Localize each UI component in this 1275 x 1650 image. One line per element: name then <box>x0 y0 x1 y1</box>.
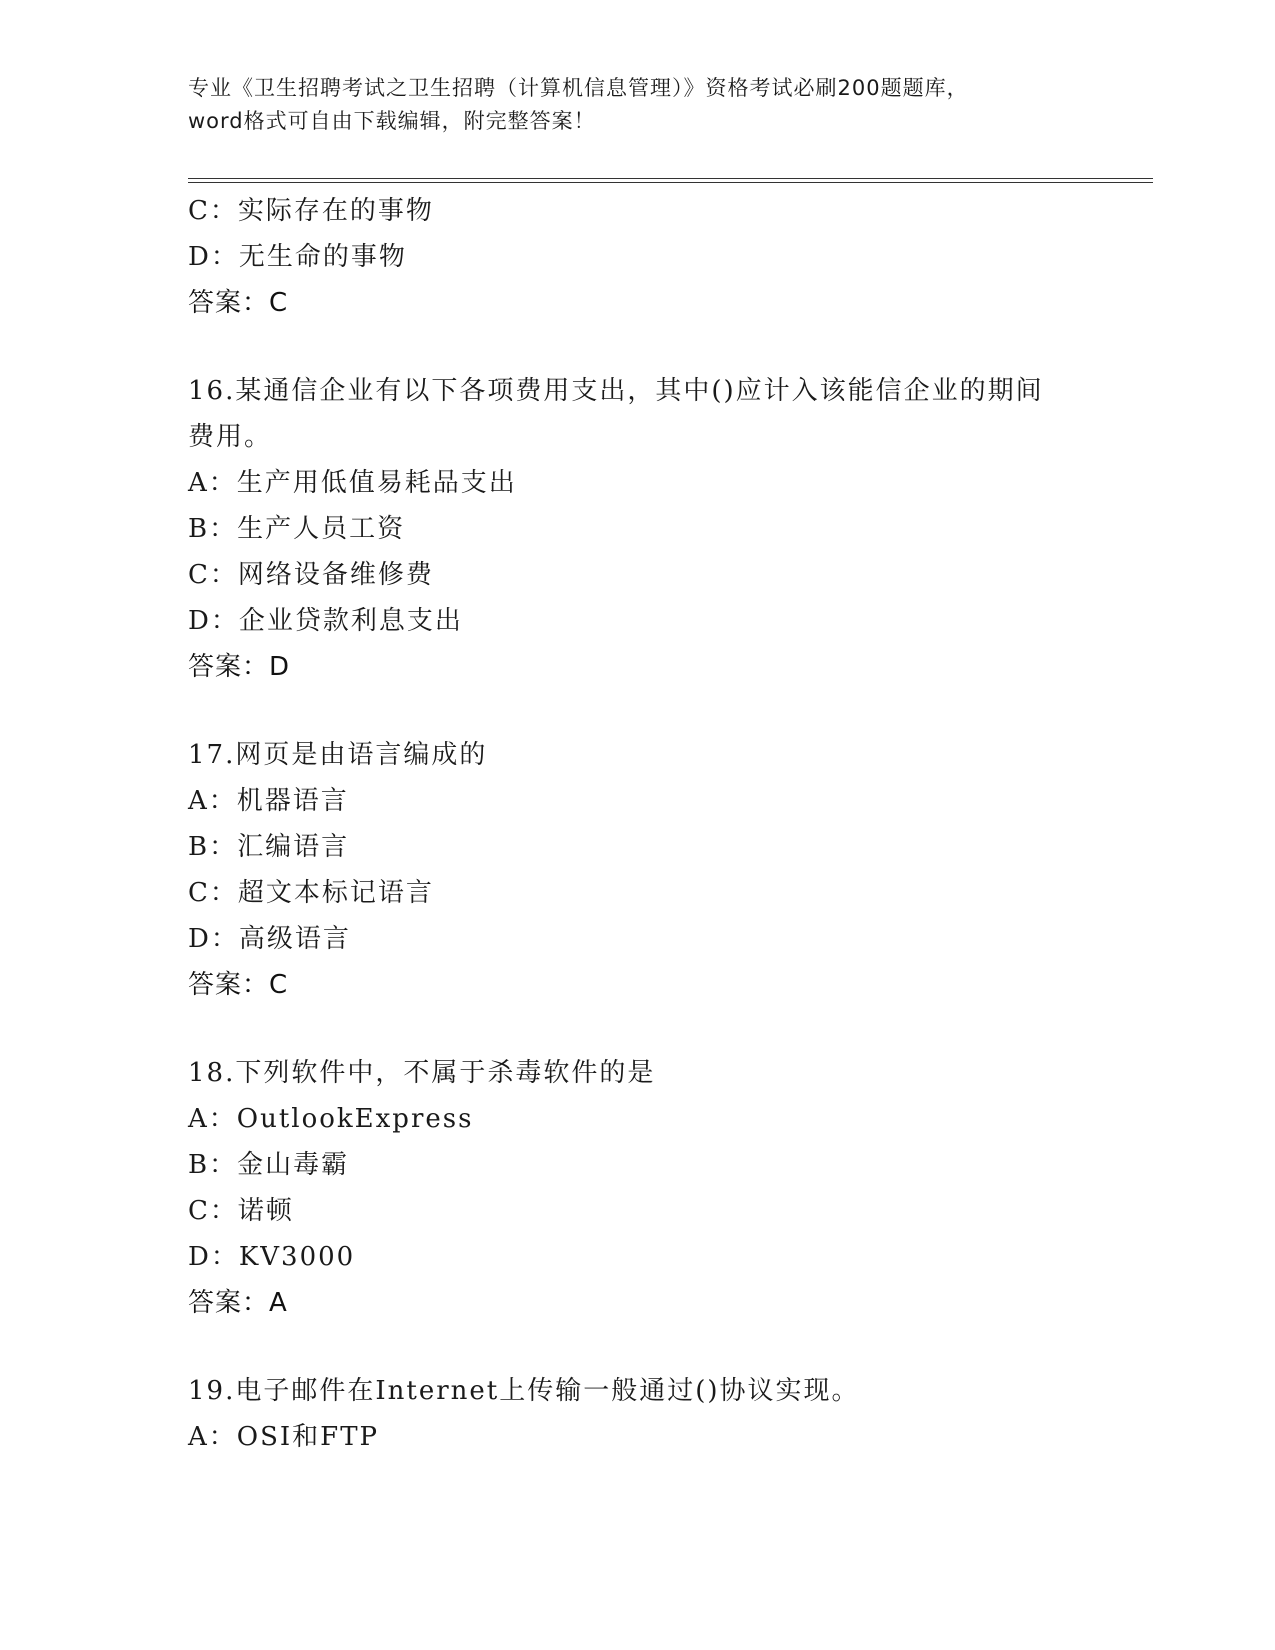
option-a: A：生产用低值易耗品支出 <box>188 468 517 498</box>
option-b: B：金山毒霸 <box>188 1150 350 1180</box>
answer-line: 答案：A <box>188 1288 288 1318</box>
header-divider <box>188 178 1153 183</box>
option-a: A：OSI和FTP <box>188 1422 380 1452</box>
question-19 <box>188 1368 1148 1460</box>
carryover-question <box>188 188 1148 326</box>
header-line-2: word格式可自由下载编辑，附完整答案！ <box>188 109 596 133</box>
question-18 <box>188 1050 1148 1326</box>
option-c: C：实际存在的事物 <box>188 196 434 226</box>
option-a: A：OutlookExpress <box>188 1104 474 1134</box>
header-line-1: 专业《卫生招聘考试之卫生招聘（计算机信息管理）》资格考试必刷200题题库， <box>188 76 969 100</box>
document-header <box>188 72 1088 138</box>
question-text-continued: 费用。 <box>188 422 273 452</box>
option-c: C：诺顿 <box>188 1196 294 1226</box>
option-b: B：汇编语言 <box>188 832 350 862</box>
question-text: 16.某通信企业有以下各项费用支出，其中()应计入该能信企业的期间 <box>188 376 1044 406</box>
option-c: C：超文本标记语言 <box>188 878 434 908</box>
option-a: A：机器语言 <box>188 786 349 816</box>
question-16 <box>188 368 1148 690</box>
option-d: D：高级语言 <box>188 924 351 954</box>
answer-line: 答案：C <box>188 970 289 1000</box>
question-text: 17.网页是由语言编成的 <box>188 740 488 770</box>
question-17 <box>188 732 1148 1008</box>
answer-line: 答案：C <box>188 288 289 318</box>
option-c: C：网络设备维修费 <box>188 560 434 590</box>
option-d: D：KV3000 <box>188 1242 356 1272</box>
question-list <box>188 188 1148 1460</box>
option-d: D：企业贷款利息支出 <box>188 606 463 636</box>
question-text: 18.下列软件中，不属于杀毒软件的是 <box>188 1058 656 1088</box>
option-d: D：无生命的事物 <box>188 242 407 272</box>
option-b: B：生产人员工资 <box>188 514 406 544</box>
question-text: 19.电子邮件在Internet上传输一般通过()协议实现。 <box>188 1376 860 1406</box>
answer-line: 答案：D <box>188 652 291 682</box>
